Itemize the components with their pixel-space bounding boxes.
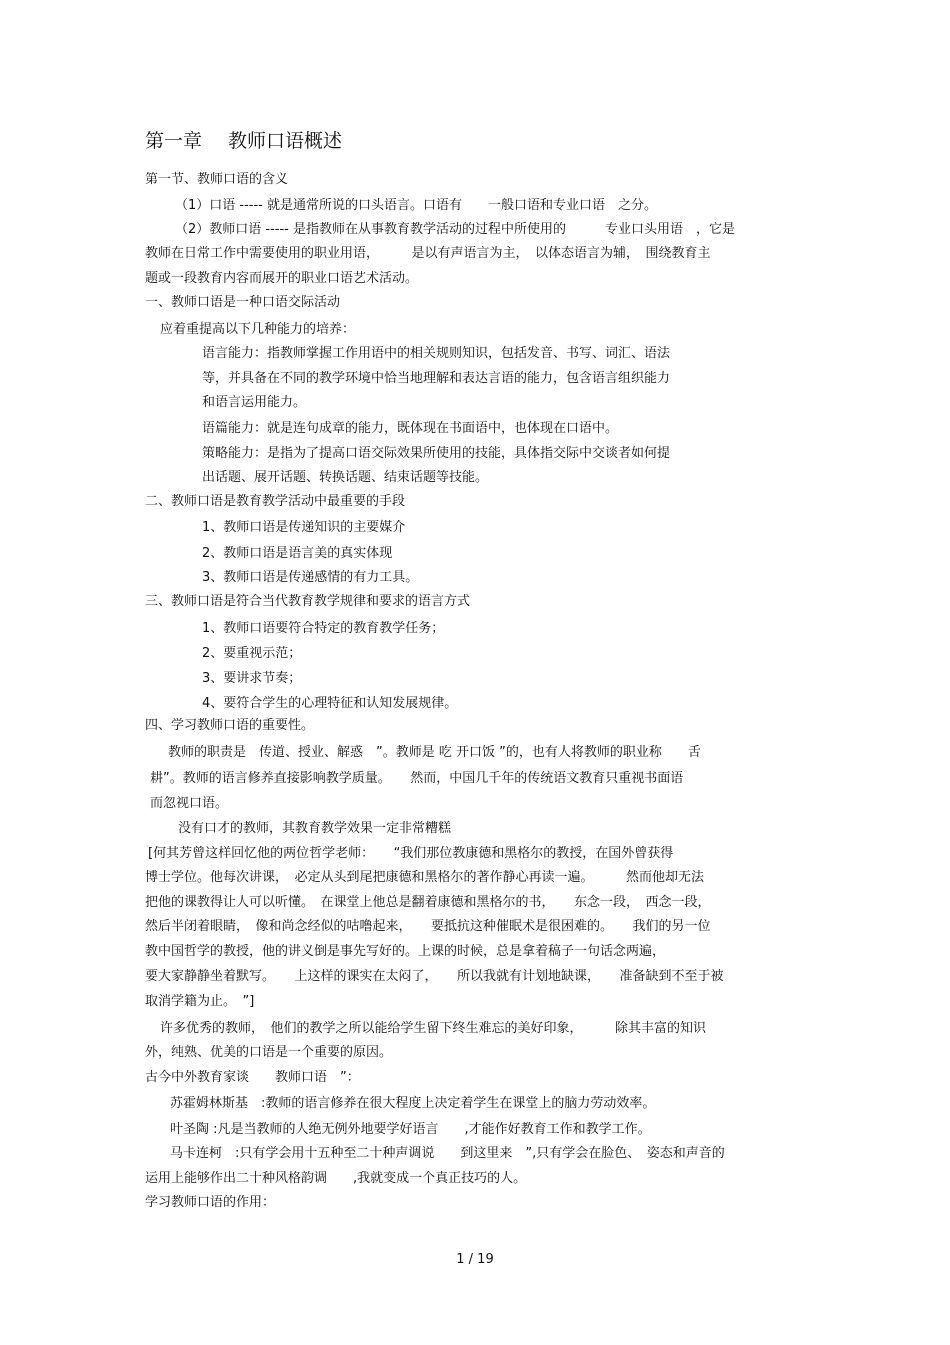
list-item: 3、教师口语是传递感情的有力工具。	[202, 570, 419, 585]
paragraph-line: 题或一段教育内容而展开的职业口语艺术活动。	[145, 271, 419, 286]
section-heading: 学习教师口语的作用：	[145, 1195, 276, 1210]
list-item: 2、要重视示范；	[202, 646, 302, 661]
paragraph-line: 没有口才的教师，其教育教学效果一定非常糟糕	[178, 821, 452, 836]
quote-line: 博士学位。他每次讲课， 必定从头到尾把康德和黑格尔的著作静心再读一遍。 然而他却无法	[145, 870, 705, 885]
paragraph-line: 应着重提高以下几种能力的培养：	[160, 322, 356, 337]
list-item: 2、教师口语是语言美的真实体现	[202, 546, 393, 561]
quote-line: 要大家静静坐着默写。 上这样的课实在太闷了， 所以我就有计划地缺课， 准备缺到不至于被	[145, 969, 724, 984]
chapter-number: 第一章	[145, 130, 203, 152]
quote-line: 叶圣陶 :凡是当教师的人绝无例外地要学好语言 ,才能作好教育工作和教学工作。	[170, 1122, 651, 1137]
paragraph-line: 和语言运用能力。	[202, 395, 307, 410]
section-heading: 三、教师口语是符合当代教育教学规律和要求的语言方式	[145, 594, 471, 609]
paragraph-line: 语篇能力：就是连句成章的能力，既体现在书面语中，也体现在口语中。	[202, 421, 619, 436]
paragraph-line: （1）口语 ----- 就是通常所说的口头语言。口语有 一般口语和专业口语 之分。	[175, 198, 657, 213]
paragraph-line: 出话题、展开话题、转换话题、结束话题等技能。	[202, 470, 489, 485]
chapter-title	[145, 128, 342, 154]
list-item: 1、教师口语是传递知识的主要媒介	[202, 520, 406, 535]
paragraph-line: 而忽视口语。	[150, 796, 229, 811]
section-heading: 二、教师口语是教育教学活动中最重要的手段	[145, 494, 406, 509]
quote-line: 把他的课教得让人可以听懂。 在课堂上他总是翻着康德和黑格尔的书， 东念一段， 西念一段，	[145, 895, 711, 910]
list-item: 3、要讲求节奏；	[202, 671, 302, 686]
section-heading: 第一节、教师口语的含义	[145, 172, 289, 187]
paragraph-line: 语言能力：指教师掌握工作用语中的相关规则知识，包括发音、书写、词汇、语法	[202, 346, 671, 361]
paragraph-line: 许多优秀的教师， 他们的教学之所以能给学生留下终生难忘的美好印象， 除其丰富的知识	[160, 1021, 707, 1036]
paragraph-line: 等，并具备在不同的教学环境中恰当地理解和表达言语的能力，包含语言组织能力	[202, 371, 671, 386]
page-number: 1 / 19	[456, 1252, 494, 1267]
section-heading: 古今中外教育家谈 教师口语 ”：	[145, 1070, 360, 1085]
list-item: 1、教师口语要符合特定的教育教学任务；	[202, 621, 445, 636]
quote-line: 运用上能够作出二十种风格韵调 ,我就变成一个真正技巧的人。	[145, 1171, 527, 1186]
paragraph-line: （2）教师口语 ----- 是指教师在从事教育教学活动的过程中所使用的 专业口头用语 ，它是	[175, 222, 735, 237]
quote-line: [何其芳曾这样回忆他的两位哲学老师： “我们那位教康德和黑格尔的教授，在国外曾获得	[148, 846, 674, 861]
chapter-name: 教师口语概述	[228, 130, 343, 152]
section-heading: 四、学习教师口语的重要性。	[145, 718, 315, 733]
quote-line: 马卡连柯 :只有学会用十五种至二十种声调说 到这里来 ”,只有学会在脸色、 姿态和声音的	[170, 1146, 725, 1161]
paragraph-line: 策略能力：是指为了提高口语交际效果所使用的技能，具体指交际中交谈者如何提	[202, 446, 671, 461]
quote-line: 苏霍姆林斯基 :教师的语言修养在很大程度上决定着学生在课堂上的脑力劳动效率。	[170, 1096, 656, 1111]
paragraph-line: 外，纯熟、优美的口语是一个重要的原因。	[145, 1045, 393, 1060]
quote-line: 取消学籍为止。 ”]	[145, 994, 255, 1009]
section-heading: 一、教师口语是一种口语交际活动	[145, 295, 341, 310]
quote-line: 然后半闭着眼睛， 像和尚念经似的咕噜起来， 要抵抗这种催眠术是很困难的。 我们的另一位	[145, 919, 711, 934]
paragraph-line: 耕”。教师的语言修养直接影响教学质量。 然而，中国几千年的传统语文教育只重视书面语	[150, 771, 684, 786]
paragraph-line: 教师的职责是 传道、授业、解惑 ”。教师是 吃 开口饭 ”的，也有人将教师的职业称 舌	[168, 745, 701, 760]
list-item: 4、要符合学生的心理特征和认知发展规律。	[202, 696, 458, 711]
paragraph-line: 教师在日常工作中需要使用的职业用语， 是以有声语言为主， 以体态语言为辅， 围绕教育主	[145, 246, 711, 261]
quote-line: 教中国哲学的教授，他的讲义倒是事先写好的。上课的时候，总是拿着稿子一句话念两遍，	[145, 944, 666, 959]
